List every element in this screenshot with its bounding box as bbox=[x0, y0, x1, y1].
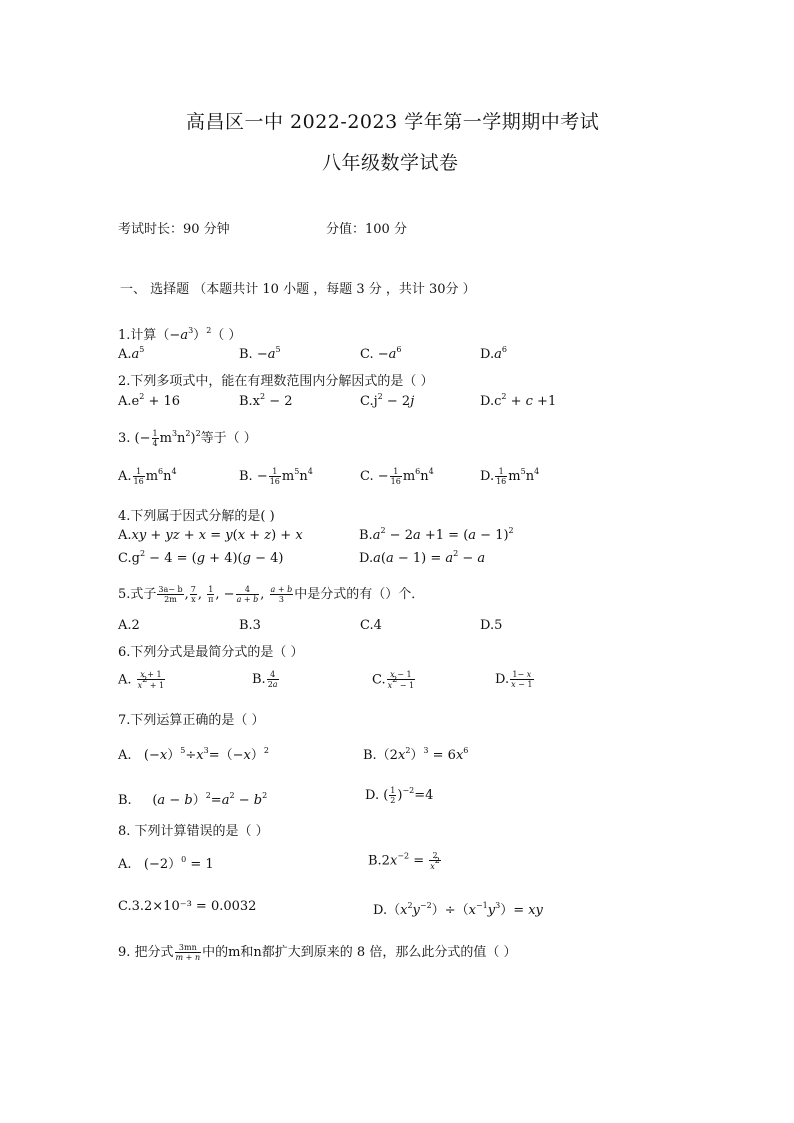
q4-option-c: $C.g^2 - 4 = (g + 4)(g - 4)$ bbox=[118, 549, 284, 566]
q2-option-b: $B.x^2 - 2$ bbox=[239, 392, 293, 409]
exam-title: 高昌区一中 2022-2023 学年第一学期期中考试 bbox=[186, 111, 600, 133]
q8-option-b: $B.2x^{-2}$ = $\frac{2}{x^2}$ bbox=[368, 851, 440, 871]
question-5-stem: 5.式子 $\frac{3a- b}{2m}$ , $\frac{7}{x}$ , $\frac{1}{\pi}$ , − $\frac{4}{a + b}$ , $\frac{a + b}{3}$ 中是分式的有（）个． bbox=[118, 585, 425, 604]
q2-option-c: $C.j^2 - 2j$ bbox=[360, 392, 415, 409]
q8-option-d: $D.(x^2y^{-2})\div(x^{-1}y^3)=$ xy bbox=[373, 901, 543, 918]
q4-option-b: $B.a^2 - 2a +1 = (a - 1)^2$ bbox=[359, 526, 514, 543]
q1-suffix: （ ） bbox=[211, 328, 242, 343]
q3-option-d: D. $\frac{1}{16}$ $m^5n^4$ bbox=[480, 467, 540, 486]
exam-duration: 考试时长：90 分钟 bbox=[118, 222, 230, 237]
q5-option-b: B.3 bbox=[239, 618, 261, 633]
section-heading: 一、 选择题 （本题共计 10 小题 ，每题 3 分 ，共计 30分 ） bbox=[120, 282, 476, 297]
question-8-stem: 8. 下列计算错误的是（ ） bbox=[118, 824, 269, 839]
q7-option-d: D. ( $\frac{1}{2}$ )$^{-2}$=4 bbox=[365, 786, 434, 805]
q1-option-c: C. $-a^6$ bbox=[360, 345, 402, 362]
exam-score: 分值：100 分 bbox=[326, 222, 407, 237]
q1-option-b: B. $-a^5$ bbox=[239, 345, 281, 362]
q7-option-b: $B.(2x^2)^3 = 6x^6$ bbox=[363, 746, 469, 763]
q7-option-c: B. $(a - b)^2=a^2 - b^2$ bbox=[118, 791, 268, 808]
exam-subtitle: 八年级数学试卷 bbox=[322, 152, 459, 174]
question-6-stem: 6.下列分式是最简分式的是（ ） bbox=[118, 645, 304, 660]
q1-prefix: 1.计算（ bbox=[118, 328, 170, 343]
q3-option-a: A. $\frac{1}{16}$ $m^6n^4$ bbox=[118, 467, 177, 486]
q9-prefix: 9. 把分式 bbox=[118, 945, 174, 960]
question-7-stem: 7.下列运算正确的是（ ） bbox=[118, 713, 265, 728]
q6-option-c: C. $\frac{x - 1}{x^2 - 1}$ bbox=[372, 670, 415, 690]
q5-suffix: 中是分式的有（）个． bbox=[294, 587, 425, 602]
q5-option-d: D.5 bbox=[480, 618, 503, 633]
q8-option-a: A. (−2）$^0$ = 1 bbox=[118, 855, 214, 872]
q1-option-a: $A.a^5$ bbox=[118, 345, 145, 362]
q3-option-c: C. − $\frac{1}{16}$ $m^6n^4$ bbox=[360, 467, 434, 486]
q6-option-b: B. $\frac{4}{2a}$ bbox=[252, 670, 278, 689]
q3-option-b: B. − $\frac{1}{16}$ $m^5n^4$ bbox=[239, 467, 313, 486]
q9-suffix: 中的m和n都扩大到原来的 8 倍，那么此分式的值（ ） bbox=[202, 945, 517, 960]
q6-option-d: D. $\frac{1- x}{x - 1}$ bbox=[495, 670, 533, 689]
q8-option-c: C.3.2×10⁻³ = 0.0032 bbox=[118, 899, 257, 914]
question-9-stem: 9. 把分式 $\frac{3mn}{m + n}$ 中的m和n都扩大到原来的 8 倍，那么此分式的值（ ） bbox=[118, 943, 517, 962]
question-3-stem: 3. (− $\frac{1}{4}$ $m^3n^2)^2$等于（ ） bbox=[118, 429, 257, 448]
q4-option-a: A.xy + yz + x = y(x + z) + x bbox=[118, 528, 303, 543]
q5-prefix: 5.式子 bbox=[118, 587, 157, 602]
q3-suffix: 等于（ ） bbox=[200, 431, 257, 446]
question-2-stem: 2.下列多项式中，能在有理数范围内分解因式的是（ ） bbox=[118, 374, 434, 389]
q2-option-a: $A.e^2 + 16$ bbox=[118, 392, 181, 409]
q7-option-a: A. $(-x)^5\div x^3=(-x)^2$ bbox=[118, 746, 269, 763]
q3-prefix: 3. bbox=[118, 431, 131, 446]
q5-option-a: A.2 bbox=[118, 618, 140, 633]
q6-option-a: A. $\frac{x + 1}{x^2 + 1}$ bbox=[118, 670, 165, 690]
q2-option-d: $D.c^2 + c +1$ bbox=[480, 392, 557, 409]
q1-option-d: $D.a^6$ bbox=[480, 345, 507, 362]
question-1-stem: 1.计算$(-a^3)^2$（ ） bbox=[118, 326, 242, 343]
q5-option-c: C.4 bbox=[360, 618, 382, 633]
question-4-stem: 4.下列属于因式分解的是( ) bbox=[118, 509, 275, 524]
q4-option-d: $D.a(a - 1) = a^2 - a$ bbox=[359, 549, 486, 566]
